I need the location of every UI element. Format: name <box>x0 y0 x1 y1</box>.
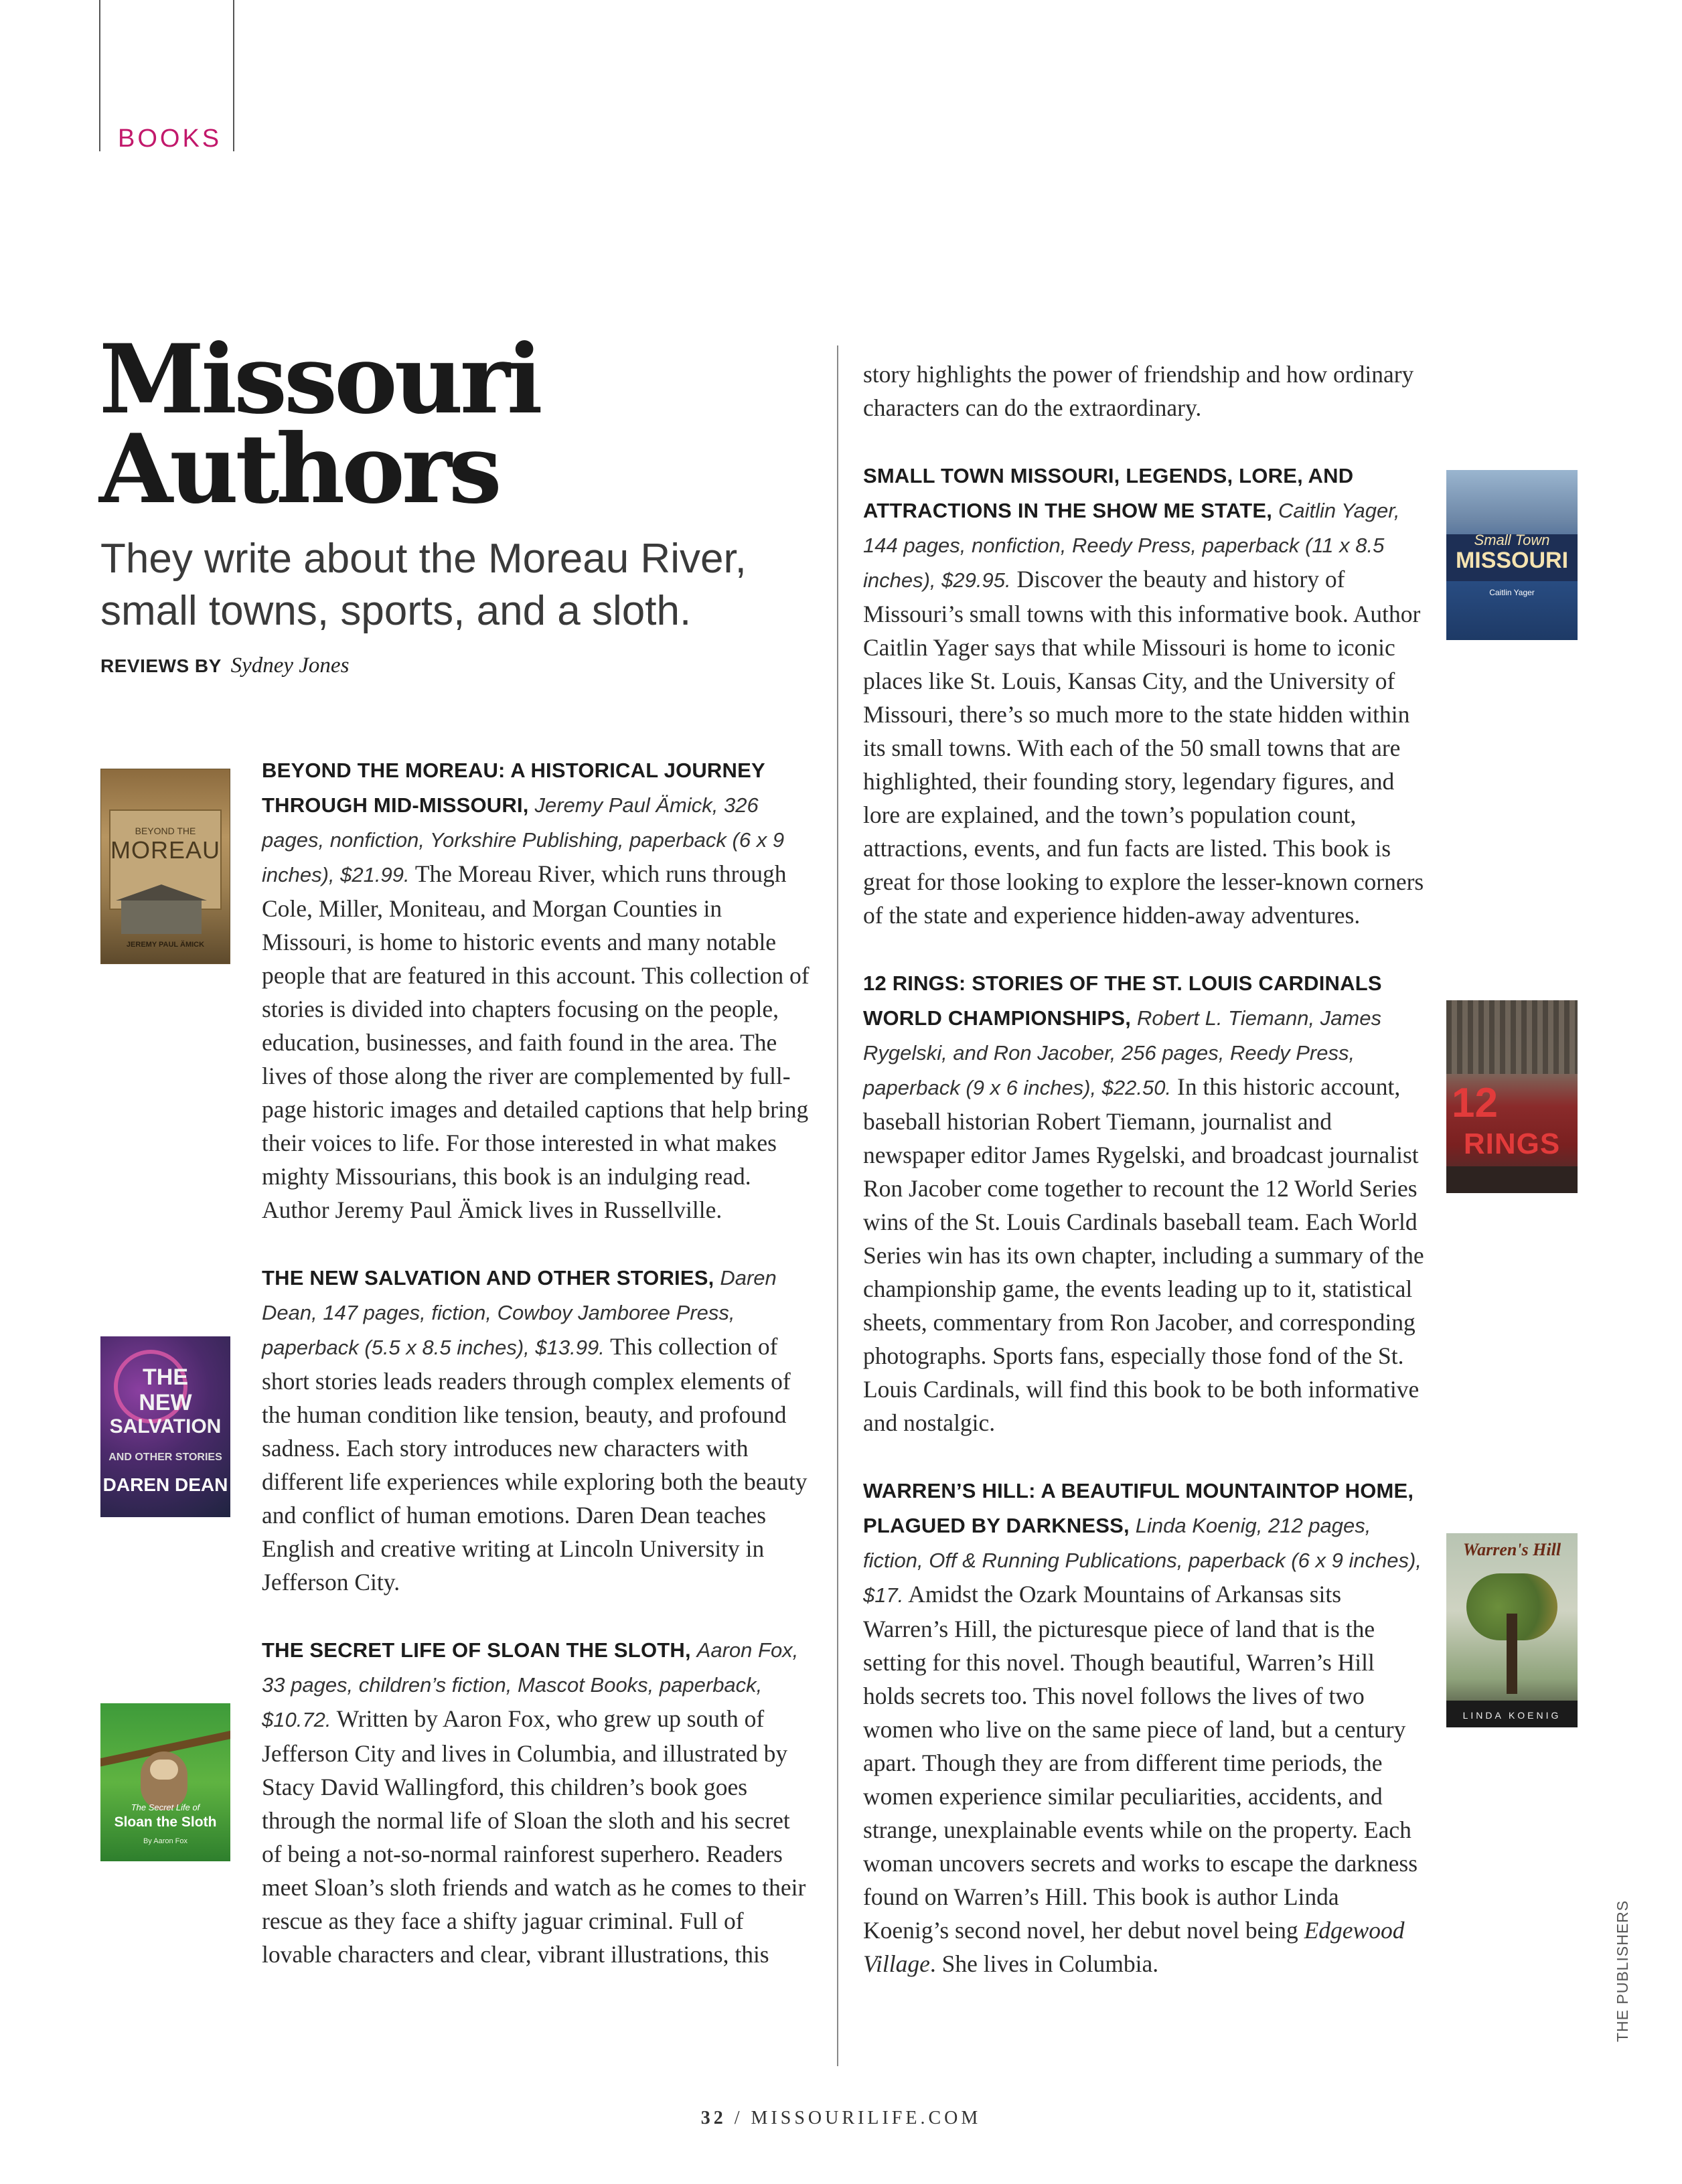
book-cover-new-salvation <box>100 1336 230 1517</box>
cover-title-line2: MISSOURI <box>1455 548 1569 573</box>
right-column <box>863 358 1426 2014</box>
review-meta: Aaron Fox, 33 pages, children’s fiction, Mascot Books, paperback, $10.72. <box>262 1638 799 1731</box>
book-cover-small-town-missouri <box>1446 470 1578 640</box>
footer-site: MISSOURILIFE.COM <box>751 2108 982 2128</box>
book-cover-moreau <box>100 769 230 964</box>
review-title: WARREN’S HILL: A BEAUTIFUL MOUNTAINTOP HOME, PLAGUED BY DARKNESS, <box>863 1479 1414 1537</box>
page-number: 32 <box>700 2108 727 2128</box>
cover-title-line2: MOREAU <box>110 836 220 864</box>
review-body: The Moreau River, which runs through Cole, Miller, Moniteau, and Morgan Counties in Missouri, is home to historic events and many notable people that are featured in this account. This collection of stories is divided into chapters focusing on the people, education, businesses, and faith found in the area. The lives of those along the river are complemented by full-page historic images and detailed captions that help bring their voices to life. For those interested in what makes mighty Missourians, this book is an indulging read. Author Jeremy Paul Ämick lives in Russellville. <box>262 860 810 1223</box>
review-warrens-hill <box>863 1473 1426 1980</box>
cover-house <box>121 901 202 934</box>
cover-title-line1: 12 <box>1452 1080 1498 1126</box>
cover-title-line2: Sloan the Sloth <box>114 1814 217 1830</box>
review-meta: Linda Koenig, 212 pages, fiction, Off & Running Publications, paperback (6 x 9 inches), $17. <box>863 1514 1422 1607</box>
cover-title-line3: SALVATION <box>109 1415 222 1437</box>
review-body: This collection of short stories leads readers through complex elements of the human condition like tension, beauty, and profound sadness. Each story introduces new characters with different life experiences while exploring both the beauty and conflict of human emotions. Daren Dean teaches English and creative writing at Lincoln University in Jefferson City. <box>262 1333 808 1595</box>
book-cover-sloan-the-sloth <box>100 1703 230 1861</box>
page-footer <box>0 2108 1682 2129</box>
review-title: THE NEW SALVATION AND OTHER STORIES, <box>262 1266 714 1290</box>
review-new-salvation <box>262 1260 811 1599</box>
book-cover-warrens-hill <box>1446 1533 1578 1727</box>
cover-title-line1: The Secret Life of <box>131 1802 200 1812</box>
section-rule-right <box>233 0 234 151</box>
cover-sloth-face <box>150 1760 178 1780</box>
cover-author: DAREN DEAN <box>102 1474 228 1495</box>
cover-author: LINDA KOENIG <box>1462 1710 1561 1721</box>
cover-title-line2: NEW <box>139 1390 192 1415</box>
cover-author: By Aaron Fox <box>143 1837 188 1845</box>
review-title: 12 RINGS: STORIES OF THE ST. LOUIS CARDINALS WORLD CHAMPIONSHIPS, <box>863 971 1382 1030</box>
column-divider <box>837 345 838 2066</box>
cover-title-line1: Small Town <box>1474 532 1550 548</box>
review-body-end: . She lives in Columbia. <box>929 1950 1159 1977</box>
review-meta: Jeremy Paul Ämick, 326 pages, nonfiction, Yorkshire Publishing, paperback (6 x 9 inches), $21.99. <box>262 793 785 886</box>
review-meta: Daren Dean, 147 pages, fiction, Cowboy Jamboree Press, paperback (5.5 x 8.5 inches), $13.99. <box>262 1266 777 1359</box>
review-body: Discover the beauty and history of Missouri’s small towns with this informative book. Author Caitlin Yager says that while Missouri is home to iconic places like St. Louis, Kansas City, and the University of Missouri, there’s so much more to the state hidden within its small towns. With each of the 50 small towns that are highlighted, their founding story, legendary figures, and lore are explained, and the town’s population count, attractions, events, and fun facts are listed. This book is great for those looking to explore the lesser-known corners of the state and experience hidden-away adventures. <box>863 566 1424 929</box>
review-body: In this historic account, baseball historian Robert Tiemann, journalist and newspaper editor James Rygelski, and broadcast journalist Ron Jacober come together to recount the 12 World Series wins of the St. Louis Cardinals baseball team. Each World Series win has its own chapter, including a summary of the championship game, the events leading up to it, statistical sheets, commentary from Ron Jacober, and corresponding photographs. Sports fans, especially those fond of the St. Louis Cardinals, will find this book to be both informative and nostalgic. <box>863 1073 1424 1436</box>
deck: They write about the Moreau River, small towns, sports, and a sloth. <box>100 536 747 634</box>
review-title: THE SECRET LIFE OF SLOAN THE SLOTH, <box>262 1638 691 1662</box>
review-continuation: story highlights the power of friendship and how ordinary characters can do the extraordinary. <box>863 361 1414 421</box>
footer-separator: / <box>734 2108 743 2128</box>
review-body: Written by Aaron Fox, who grew up south of Jefferson City and lives in Columbia, and illustrated by Stacy David Wallingford, this children’s book goes through the normal life of Sloan the sloth and his secret of being a not-so-normal rainforest superhero. Readers meet Sloan’s sloth friends and watch as he comes to their rescue as they face a shifty jaguar criminal. Full of lovable characters and clear, vibrant illustrations, this <box>262 1705 806 1968</box>
cover-photo <box>1446 1000 1578 1074</box>
cover-title-line1: THE <box>143 1364 188 1390</box>
review-12-rings <box>863 965 1426 1439</box>
review-small-town-missouri <box>863 458 1426 932</box>
review-sloan-the-sloth <box>262 1632 811 1971</box>
cover-tree-trunk <box>1507 1614 1517 1694</box>
review-beyond-the-moreau <box>262 753 811 1227</box>
byline-label: REVIEWS BY <box>100 655 222 676</box>
cover-title-line2: RINGS <box>1463 1127 1561 1160</box>
section-rule-left <box>99 0 100 151</box>
cover-house-roof <box>116 884 207 901</box>
review-meta: Caitlin Yager, 144 pages, nonfiction, Reedy Press, paperback (11 x 8.5 inches), $29.95. <box>863 499 1400 592</box>
headline: Missouri Authors <box>99 324 540 525</box>
side-label: THE PUBLISHERS <box>1614 1899 1631 2042</box>
book-cover-12-rings <box>1446 1000 1578 1193</box>
left-column <box>262 753 811 2005</box>
section-label: BOOKS <box>118 125 222 153</box>
byline <box>100 653 349 678</box>
review-body: Amidst the Ozark Mountains of Arkansas sits Warren’s Hill, the picturesque piece of land that is the setting for this novel. Though beautiful, Warren’s Hill holds secrets too. This novel follows the lives of two women who live on the same piece of land, but a century apart. Though they are from different time periods, the women experience similar peculiarities, accidents, and strange, unexplainable events while on the property. Each woman uncovers secrets and works to escape the darkness found on Warren’s Hill. This book is author Linda Koenig’s second novel, her debut novel being <box>863 1581 1418 1944</box>
cover-author: Caitlin Yager <box>1489 588 1535 597</box>
review-title: BEYOND THE MOREAU: A HISTORICAL JOURNEY THROUGH MID-MISSOURI, <box>262 759 765 817</box>
review-body-book-title: Edgewood Village <box>863 1917 1405 1977</box>
review-meta: Robert L. Tiemann, James Rygelski, and Ron Jacober, 256 pages, Reedy Press, paperback (9 x 6 inches), $22.50. <box>863 1006 1381 1099</box>
cover-author: JEREMY PAUL ÄMICK <box>126 941 205 949</box>
cover-bottom-bar <box>1446 1166 1578 1193</box>
cover-subtitle: AND OTHER STORIES <box>108 1452 222 1463</box>
cover-title: Warren's Hill <box>1462 1540 1561 1559</box>
review-title: SMALL TOWN MISSOURI, LEGENDS, LORE, AND ATTRACTIONS IN THE SHOW ME STATE, <box>863 464 1354 522</box>
byline-author: Sydney Jones <box>230 653 350 678</box>
cover-title-line1: BEYOND THE <box>135 826 196 836</box>
